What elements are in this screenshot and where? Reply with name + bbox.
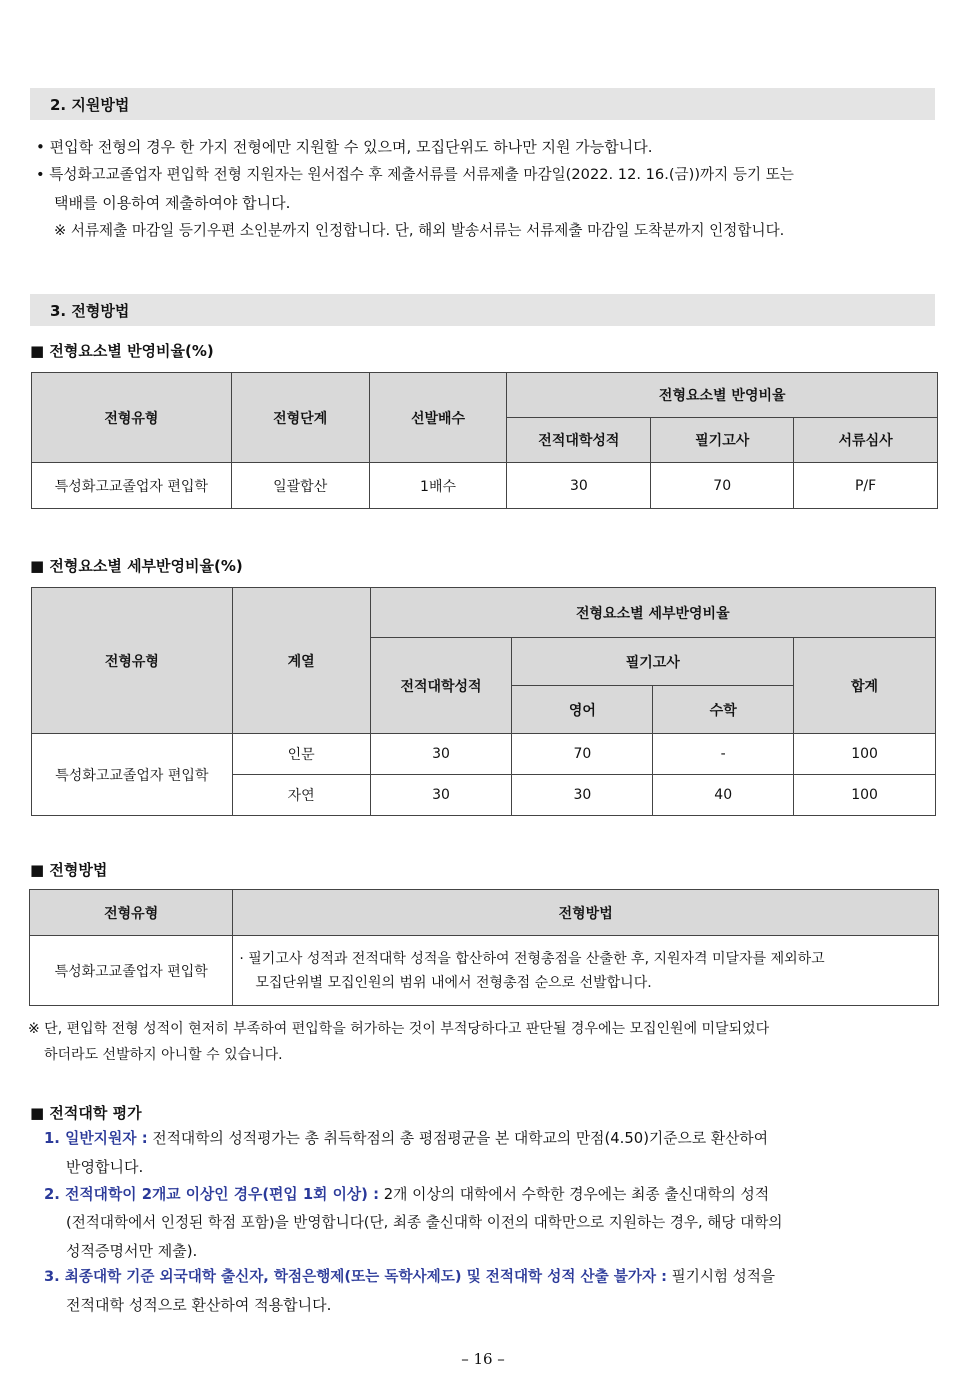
cell-total: 100 <box>794 775 936 816</box>
eval-item-1 <box>44 1125 768 1153</box>
table-row <box>30 936 939 1006</box>
cell-type: 특성화고교졸업자 편입학 <box>30 936 233 1006</box>
section-3-header <box>30 294 935 326</box>
cell-type: 특성화고교졸업자 편입학 <box>32 463 232 509</box>
header-exam: 필기고사 <box>651 418 794 463</box>
eval-item-2-text: 2개 이상의 대학에서 수학한 경우에는 최종 출신대학의 성적 <box>383 1186 770 1203</box>
cell-exam: 70 <box>651 463 794 509</box>
table-row <box>32 463 938 509</box>
cell-doc: P/F <box>794 463 938 509</box>
cell-gpa: 30 <box>507 463 651 509</box>
page-number: – 16 – <box>461 1350 505 1368</box>
header-ratio-group: 전형요소별 반영비율 <box>507 373 938 418</box>
eval-item-2 <box>44 1181 769 1209</box>
table-row <box>32 734 936 775</box>
header-total: 합계 <box>794 638 936 734</box>
cell-method <box>233 936 939 1006</box>
ratio-table <box>31 372 938 509</box>
method-line-1: · 필기고사 성적과 전적대학 성적을 합산하여 전형총점을 산출한 후, 지원자격 미달자를 제외하고 <box>239 950 825 967</box>
note-documents: ※ 서류제출 마감일 등기우편 소인분까지 인정합니다. 단, 해외 발송서류는 서류제출 마감일 도착분까지 인정합니다. <box>54 222 785 239</box>
header-track: 계열 <box>232 588 370 734</box>
header-type: 전형유형 <box>32 588 233 734</box>
eval-item-1-cont: 반영합니다. <box>66 1158 144 1176</box>
cell-math: 40 <box>653 775 794 816</box>
cell-gpa: 30 <box>370 734 512 775</box>
eval-item-2-cont-1: (전적대학에서 인정된 학점 포함)을 반영합니다(단, 최종 출신대학 이전의 대학만으로 지원하는 경우, 해당 대학의 <box>66 1214 783 1231</box>
eval-item-3-cont: 전적대학 성적으로 환산하여 적용합니다. <box>66 1296 332 1314</box>
section-2-title: 2. 지원방법 <box>50 96 130 114</box>
detail-ratio-table <box>31 587 936 816</box>
eval-item-3-text: 필기시험 성적을 <box>671 1268 775 1285</box>
table-2-heading: ■ 전형요소별 세부반영비율(%) <box>30 557 243 575</box>
eval-item-2-label: 2. 전적대학이 2개교 이상인 경우(편입 1회 이상) : <box>44 1186 380 1203</box>
header-gpa: 전적대학성적 <box>507 418 651 463</box>
eval-item-1-label: 1. 일반지원자 : <box>44 1130 148 1147</box>
table-1-heading: ■ 전형요소별 반영비율(%) <box>30 342 214 360</box>
bullet-1: • 편입학 전형의 경우 한 가지 전형에만 지원할 수 있으며, 모집단위도 하나만 지원 가능합니다. <box>36 138 653 156</box>
header-method: 전형방법 <box>233 890 939 936</box>
bullet-2-line-1: • 특성화고교졸업자 편입학 전형 지원자는 원서접수 후 제출서류를 서류제출 마감일(2022. 12. 16.(금))까지 등기 또는 <box>36 166 794 183</box>
section-3-title: 3. 전형방법 <box>50 302 130 320</box>
cell-english: 70 <box>512 734 653 775</box>
header-english: 영어 <box>512 686 653 734</box>
header-detail-group: 전형요소별 세부반영비율 <box>370 588 935 638</box>
section-2-header <box>30 88 935 120</box>
cell-english: 30 <box>512 775 653 816</box>
eval-heading: ■ 전적대학 평가 <box>30 1104 142 1122</box>
eval-item-3-label: 3. 최종대학 기준 외국대학 출신자, 학점은행제(또는 독학사제도) 및 전적대학 성적 산출 불가자 : <box>44 1268 667 1285</box>
cell-gpa: 30 <box>370 775 512 816</box>
cell-total: 100 <box>794 734 936 775</box>
note-selection-line-1: ※ 단, 편입학 전형 성적이 현저히 부족하여 편입학을 허가하는 것이 부적당하다고 판단될 경우에는 모집인원에 미달되었다 <box>28 1021 770 1037</box>
method-line-2: 모집단위별 모집인원의 범위 내에서 전형총점 순으로 선발합니다. <box>255 974 652 991</box>
bullet-2-line-2: 택배를 이용하여 제출하여야 합니다. <box>54 194 291 212</box>
method-table <box>29 889 939 1006</box>
header-multiple: 선발배수 <box>369 373 507 463</box>
header-type: 전형유형 <box>32 373 232 463</box>
header-exam: 필기고사 <box>512 638 794 686</box>
header-type: 전형유형 <box>30 890 233 936</box>
eval-item-3 <box>44 1263 775 1291</box>
eval-item-1-text: 전적대학의 성적평가는 총 취득학점의 총 평점평균을 본 대학교의 만점(4.50)기준으로 환산하여 <box>152 1130 769 1147</box>
cell-math: - <box>653 734 794 775</box>
eval-item-2-cont-2: 성적증명서만 제출). <box>66 1242 198 1260</box>
cell-track: 자연 <box>232 775 370 816</box>
header-doc: 서류심사 <box>794 418 938 463</box>
table-3-heading: ■ 전형방법 <box>30 861 108 879</box>
cell-stage: 일괄합산 <box>231 463 369 509</box>
note-selection-line-2: 하더라도 선발하지 아니할 수 있습니다. <box>44 1047 283 1063</box>
header-stage: 전형단계 <box>231 373 369 463</box>
header-gpa: 전적대학성적 <box>370 638 512 734</box>
header-math: 수학 <box>653 686 794 734</box>
cell-type: 특성화고교졸업자 편입학 <box>32 734 233 816</box>
cell-track: 인문 <box>232 734 370 775</box>
cell-multiple: 1배수 <box>369 463 507 509</box>
